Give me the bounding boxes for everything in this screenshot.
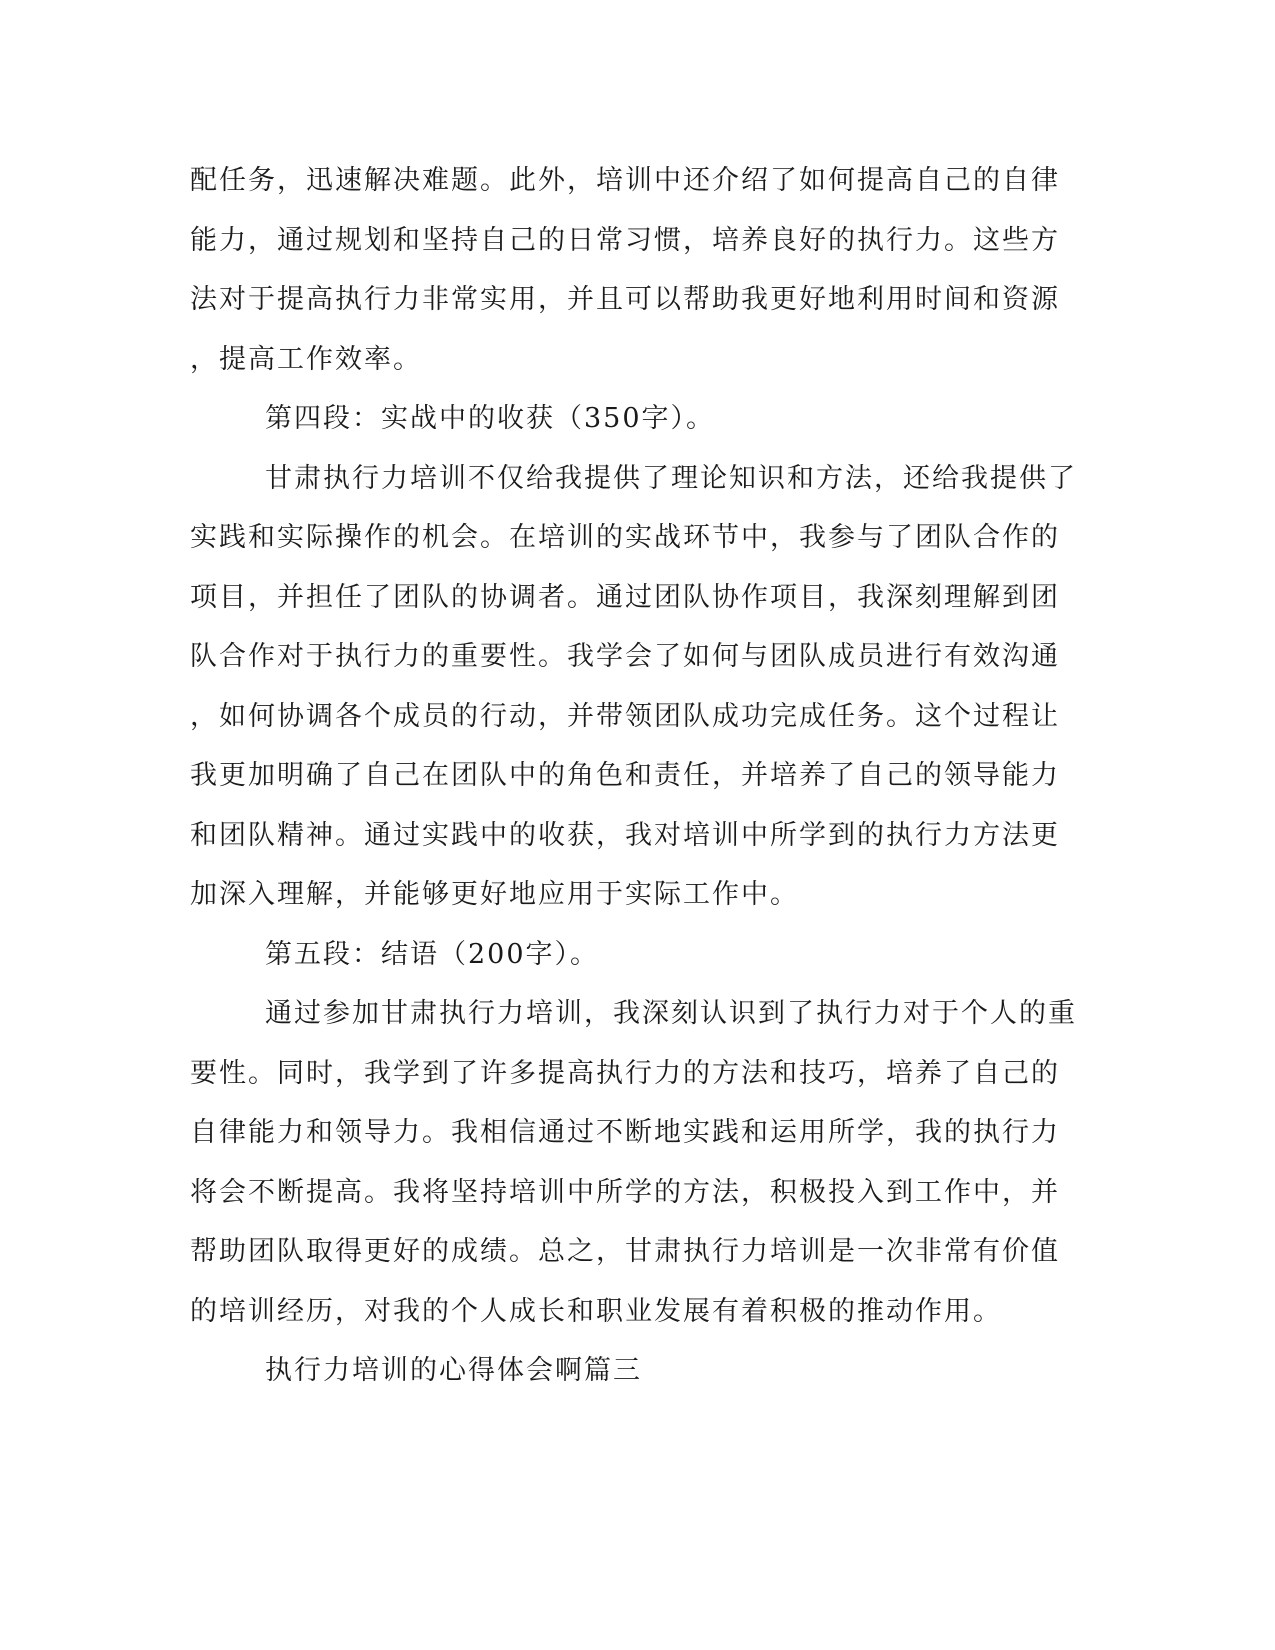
text-line: 和团队精神。通过实践中的收获，我对培训中所学到的执行力方法更	[190, 820, 1060, 851]
text-line: 甘肃执行力培训不仅给我提供了理论知识和方法，还给我提供了	[265, 463, 1077, 494]
section-heading: 第五段：结语（200字）。	[265, 939, 600, 970]
text-line: 帮助团队取得更好的成绩。总之，甘肃执行力培训是一次非常有价值	[190, 1236, 1060, 1267]
text-line: 的培训经历，对我的个人成长和职业发展有着积极的推动作用。	[190, 1296, 1002, 1327]
text-line: ，提高工作效率。	[190, 344, 422, 375]
text-line: 法对于提高执行力非常实用，并且可以帮助我更好地利用时间和资源	[190, 284, 1060, 315]
text-line: 加深入理解，并能够更好地应用于实际工作中。	[190, 879, 799, 910]
text-line: 自律能力和领导力。我相信通过不断地实践和运用所学，我的执行力	[190, 1117, 1060, 1148]
text-line: 能力，通过规划和坚持自己的日常习惯，培养良好的执行力。这些方	[190, 225, 1060, 256]
article-title: 执行力培训的心得体会啊篇三	[265, 1355, 642, 1386]
text-line: 队合作对于执行力的重要性。我学会了如何与团队成员进行有效沟通	[190, 641, 1060, 672]
text-line: 要性。同时，我学到了许多提高执行力的方法和技巧，培养了自己的	[190, 1058, 1060, 1089]
text-line: 实践和实际操作的机会。在培训的实战环节中，我参与了团队合作的	[190, 522, 1060, 553]
section-heading: 第四段：实战中的收获（350字）。	[265, 403, 716, 434]
text-line: 我更加明确了自己在团队中的角色和责任，并培养了自己的领导能力	[190, 760, 1060, 791]
text-line: 配任务，迅速解决难题。此外，培训中还介绍了如何提高自己的自律	[190, 165, 1060, 196]
text-line: 将会不断提高。我将坚持培训中所学的方法，积极投入到工作中，并	[190, 1177, 1060, 1208]
text-line: 通过参加甘肃执行力培训，我深刻认识到了执行力对于个人的重	[265, 998, 1077, 1029]
text-line: ，如何协调各个成员的行动，并带领团队成功完成任务。这个过程让	[190, 701, 1060, 732]
text-line: 项目，并担任了团队的协调者。通过团队协作项目，我深刻理解到团	[190, 582, 1060, 613]
